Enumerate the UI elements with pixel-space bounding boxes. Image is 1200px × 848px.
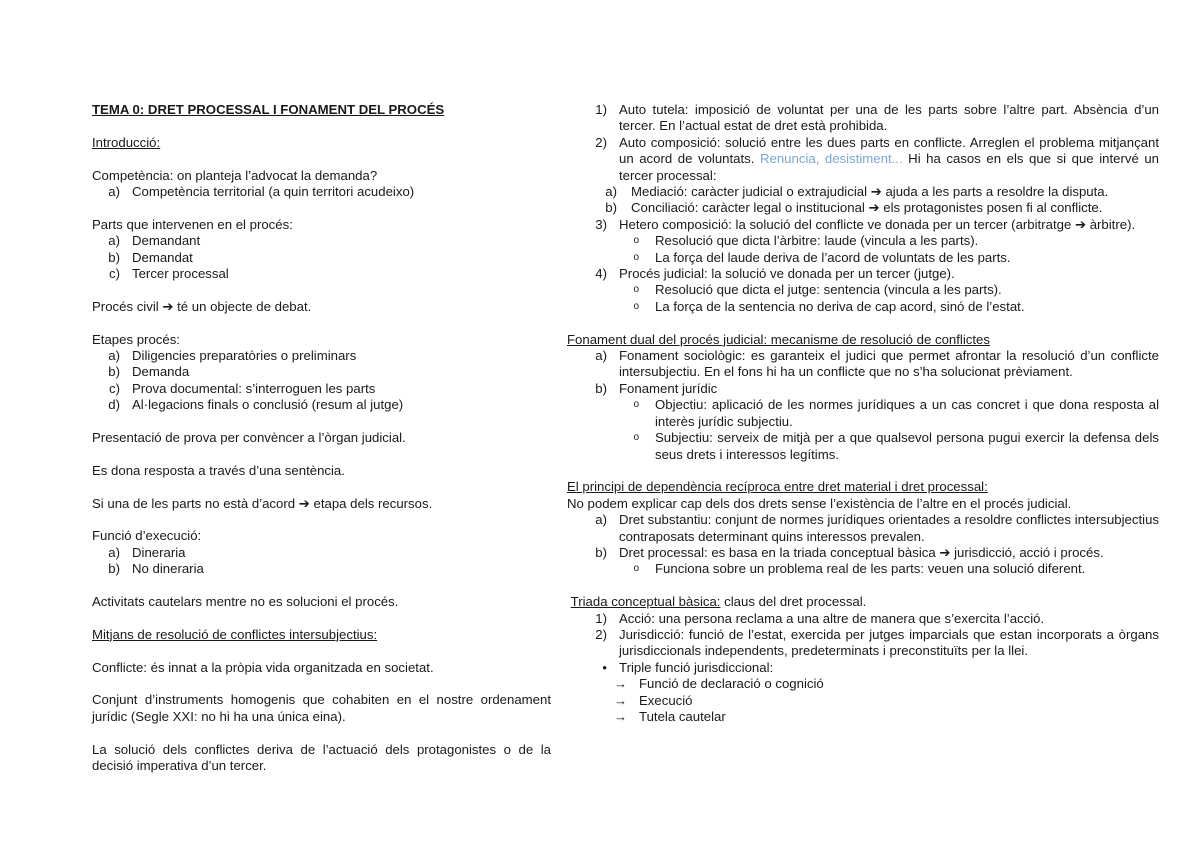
- list-item: [567, 250, 1159, 266]
- list-marker: o: [633, 563, 639, 575]
- list-marker: 1): [595, 610, 607, 626]
- arrow-icon: ➔: [939, 544, 951, 560]
- etapes-heading: Etapes procés:: [92, 331, 180, 347]
- list-marker: a): [605, 184, 617, 200]
- arrow-right-icon: →: [613, 708, 627, 724]
- list-item: [567, 627, 1159, 660]
- list-text: Demanda: [132, 364, 190, 380]
- triada-title: Triada conceptual bàsica:: [570, 594, 721, 610]
- list-item: [567, 709, 1159, 725]
- text-fragment: Dret processal: es basa en la triada conceptual bàsica: [619, 544, 936, 560]
- list-text: Acció: una persona reclama a una altre de manera que s’exercita l’acció.: [619, 610, 1045, 626]
- page-title: TEMA 0: DRET PROCESSAL I FONAMENT DEL PROCÉS: [92, 102, 445, 117]
- list-item: [567, 184, 1159, 200]
- text-fragment: claus del dret processal.: [720, 594, 867, 610]
- text-fragment: Hetero composició: la solució del conflicte ve donada per un tercer (arbitratge: [619, 216, 1072, 232]
- intro-heading: Introducció:: [92, 134, 161, 150]
- list-marker: c): [109, 266, 120, 282]
- list-text: [619, 135, 1159, 184]
- right-column: [567, 102, 1159, 725]
- list-text: Execució: [639, 692, 693, 708]
- list-marker: 4): [595, 266, 607, 282]
- list-marker: o: [633, 432, 639, 444]
- list-marker: a): [108, 184, 120, 199]
- list-text: No dineraria: [132, 561, 204, 577]
- list-text: Dineraria: [132, 544, 186, 560]
- list-text: Fonament jurídic: [619, 380, 718, 396]
- list-item: [567, 233, 1159, 249]
- list-marker: a): [595, 512, 607, 528]
- list-item: [567, 282, 1159, 298]
- list-item: [567, 217, 1159, 233]
- list-item: [92, 381, 551, 397]
- list-marker: d): [108, 397, 120, 413]
- list-text: Funciona sobre un problema real de les parts: veuen una solució diferent.: [655, 561, 1086, 577]
- list-text: Procés judicial: la solució ve donada per un tercer (jutge).: [619, 266, 955, 282]
- list-item: [567, 611, 1159, 627]
- list-text: Subjectiu: serveix de mitjà per a que qualsevol persona pugui exercir la defensa dels seus drets i interessos legítims.: [655, 430, 1159, 462]
- list-marker: 3): [595, 216, 607, 232]
- mitjans-heading: Mitjans de resolució de conflictes intersubjectius:: [92, 626, 378, 642]
- list-marker: b): [108, 561, 120, 577]
- list-item: [92, 561, 551, 577]
- list-text: Fonament sociològic: es garanteix el judici que permet afrontar la resolució d’un conflicte intersubjectiu. En el fons hi ha un conflicte que no s’ha solucionat prèviament.: [619, 348, 1159, 380]
- text-fragment: jurisdicció, acció i procés.: [954, 544, 1104, 560]
- list-text: Auto tutela: imposició de voluntat per una de les parts sobre l’altre part. Absència d’un tercer. En l’actual estat de dret està prohibida.: [619, 102, 1159, 134]
- list-marker: b): [108, 364, 120, 380]
- highlight-text: Renuncia, desistiment...: [759, 151, 903, 167]
- principi-heading: El principi de dependència recíproca entre dret material i dret processal:: [567, 479, 988, 495]
- list-text: Prova documental: s’interroguen les parts: [132, 380, 376, 396]
- list-marker: a): [595, 348, 607, 364]
- principi-text: No podem explicar cap dels dos drets sense l’existència de l’altre en el procés judicial.: [567, 495, 1072, 511]
- arrow-right-icon: →: [613, 676, 627, 692]
- fonament-heading: [567, 332, 1159, 348]
- list-text: [631, 200, 1159, 216]
- text-fragment: mecanisme de resolució de conflictes: [767, 331, 990, 347]
- text-fragment: els protagonistes posen fi al conflicte.: [883, 200, 1103, 216]
- list-text: Resolució que dicta l’àrbitre: laude (vincula a les parts).: [655, 233, 979, 249]
- funcio-heading: Funció d’execució:: [92, 528, 202, 544]
- list-text: Al·legacions finals o conclusió (resum al jutge): [132, 397, 404, 413]
- list-text: La força del laude deriva de l’acord de voluntats de les parts.: [655, 249, 1011, 265]
- list-text: Dret substantiu: conjunt de normes jurídiques orientades a resoldre conflictes intersubjectius contraposats determinant quins interessos prevalen.: [619, 512, 1159, 544]
- list-item: [567, 135, 1159, 184]
- arrow-right-icon: →: [613, 692, 627, 708]
- text-fragment: Si una de les parts no està d’acord: [92, 495, 296, 511]
- arrow-icon: ➔: [868, 200, 880, 216]
- list-text: Jurisdicció: funció de l’estat, exercida per jutges imparcials que estan incorporats a òrgans jurisdiccionals independents, predeterminats i preconstituïts per la llei.: [619, 626, 1159, 659]
- list-item: [92, 364, 551, 380]
- list-marker: b): [595, 380, 607, 396]
- text-fragment: etapa dels recursos.: [313, 495, 433, 511]
- list-item: [567, 381, 1159, 397]
- list-item: [92, 233, 551, 249]
- list-item: [92, 250, 551, 266]
- list-text: Resolució que dicta el jutge: sentencia (vincula a les parts).: [655, 282, 1002, 298]
- list-text: [619, 217, 1159, 233]
- arrow-icon: ➔: [298, 495, 310, 511]
- list-marker: a): [108, 233, 120, 249]
- list-marker: b): [595, 544, 607, 560]
- presentacio-text: Presentació de prova per convèncer a l’òrgan judicial.: [92, 430, 406, 446]
- left-column: [92, 102, 551, 774]
- list-item: [567, 512, 1159, 545]
- list-marker: b): [605, 200, 617, 216]
- list-marker: o: [633, 284, 639, 296]
- list-marker: o: [633, 251, 639, 263]
- recursos-text: [92, 496, 551, 512]
- conjunt-text: Conjunt d’instruments homogenis que cohabiten en el nostre ordenament jurídic (Segle XXI: no hi ha una única eina).: [92, 692, 551, 724]
- list-text: Competència territorial (a quin territori acudeixo): [132, 184, 415, 199]
- list-item: [567, 545, 1159, 561]
- list-text: [619, 545, 1159, 561]
- list-item: [567, 430, 1159, 463]
- text-fragment: Conciliació: caràcter legal o institucional: [631, 200, 865, 216]
- list-marker: a): [108, 544, 120, 560]
- list-text: [631, 184, 1159, 200]
- text-fragment: àrbitre).: [1089, 216, 1136, 232]
- list-item: [92, 184, 551, 200]
- solucio-text: La solució dels conflictes deriva de l’actuació dels protagonistes o de la decisió imperativa d’un tercer.: [92, 741, 551, 774]
- arrow-icon: ➔: [162, 298, 174, 314]
- list-item: [567, 693, 1159, 709]
- list-item: [567, 299, 1159, 315]
- list-text: Diligencies preparatòries o preliminars: [132, 348, 357, 364]
- activitats-text: Activitats cautelars mentre no es solucioni el procés.: [92, 594, 399, 610]
- arrow-icon: ➔: [1074, 216, 1087, 232]
- list-text: La força de la sentencia no deriva de cap acord, sinó de l’estat.: [655, 298, 1025, 314]
- list-text: Tercer processal: [132, 266, 229, 282]
- competencia-text: Competència: on planteja l’advocat la demanda?: [92, 167, 378, 183]
- list-marker: c): [109, 380, 120, 396]
- list-text: Triple funció jurisdiccional:: [619, 659, 774, 675]
- list-item: [92, 545, 551, 561]
- bullet-icon: •: [602, 659, 607, 675]
- list-marker: o: [633, 235, 639, 247]
- list-text: Objectiu: aplicació de les normes jurídiques a un cas concret i que dona resposta al interès jurídic subjectiu.: [655, 397, 1159, 429]
- list-marker: 2): [595, 626, 607, 642]
- list-item: [567, 660, 1159, 676]
- text-fragment: Mediació: caràcter judicial o extrajudicial: [631, 184, 868, 200]
- list-marker: o: [633, 399, 639, 411]
- list-item: [567, 348, 1159, 381]
- list-item: [92, 266, 551, 282]
- text-fragment: Procés civil: [92, 298, 159, 314]
- conflicte-text: Conflicte: és innat a la pròpia vida organitzada en societat.: [92, 659, 434, 675]
- proces-civil-text: [92, 299, 551, 315]
- list-item: [567, 102, 1159, 135]
- list-marker: b): [108, 249, 120, 265]
- list-marker: 2): [595, 134, 607, 150]
- list-item: [567, 561, 1159, 577]
- list-item: [567, 266, 1159, 282]
- list-text: Funció de declaració o cognició: [639, 676, 824, 692]
- list-text: Tutela cautelar: [639, 708, 726, 724]
- list-item: [567, 676, 1159, 692]
- list-marker: 1): [595, 102, 607, 117]
- list-text: Demandat: [132, 249, 193, 265]
- text-fragment: té un objecte de debat.: [177, 298, 312, 314]
- text-fragment: Hi ha casos en els que si que intervé un tercer processal:: [619, 151, 1159, 183]
- list-marker: o: [633, 300, 639, 312]
- arrow-icon: ➔: [870, 184, 882, 200]
- resposta-text: Es dona resposta a través d’una sentència.: [92, 462, 345, 478]
- fonament-title: Fonament dual del procés judicial:: [567, 331, 768, 347]
- list-text: Demandant: [132, 233, 201, 249]
- list-item: [567, 397, 1159, 430]
- text-fragment: Auto composició: solució entre les dues parts en conflicte. Arreglen el problema mitjançant un acord de voluntats.: [619, 134, 1159, 167]
- list-item: [92, 348, 551, 364]
- list-item: [567, 200, 1159, 216]
- list-marker: a): [108, 348, 120, 364]
- text-fragment: ajuda a les parts a resoldre la disputa.: [885, 184, 1109, 200]
- triada-heading: [567, 594, 1159, 610]
- parts-heading: Parts que intervenen en el procés:: [92, 216, 293, 232]
- list-item: [92, 397, 551, 413]
